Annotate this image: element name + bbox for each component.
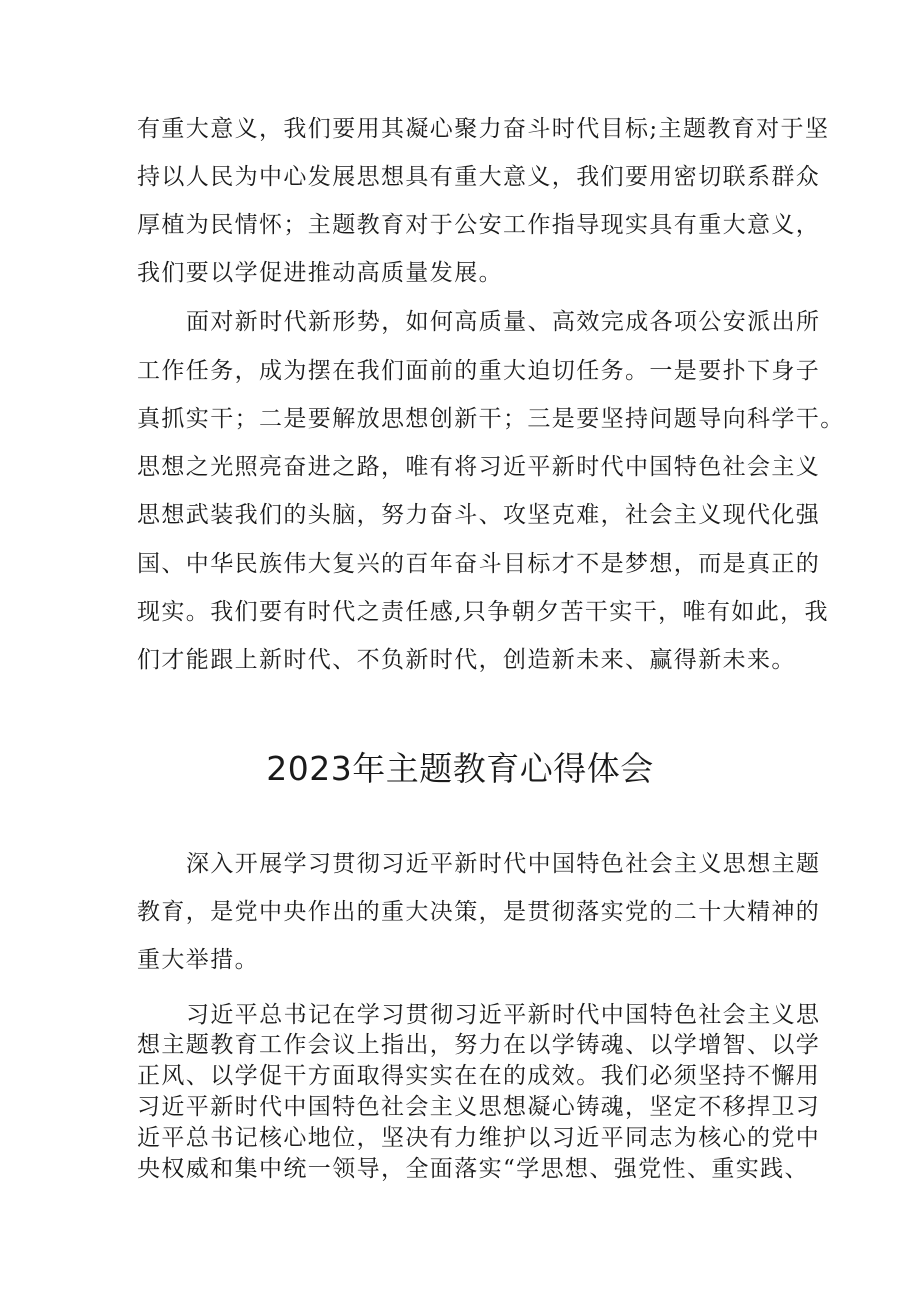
paragraph-line: 持以人民为中心发展思想具有重大意义，我们要用密切联系群众	[137, 164, 821, 190]
paragraph-line: 现实。我们要有时代之责任感,只争朝夕苦干实干，唯有如此，我	[137, 599, 829, 625]
paragraph-line: 想主题教育工作会议上指出，努力在以学铸魂、以学增智、以学	[137, 1032, 821, 1058]
paragraph-line: 深入开展学习贯彻习近平新时代中国特色社会主义思想主题	[186, 851, 821, 877]
paragraph-line: 有重大意义，我们要用其凝心聚力奋斗时代目标;主题教育对于坚	[137, 116, 830, 142]
paragraph-line: 思想之光照亮奋进之路，唯有将习近平新时代中国特色社会主义	[137, 454, 821, 480]
paragraph-line: 重大举措。	[137, 947, 259, 973]
paragraph-line: 近平总书记核心地位，坚决有力维护以习近平同志为核心的党中	[137, 1125, 821, 1151]
paragraph-line: 教育，是党中央作出的重大决策，是贯彻落实党的二十大精神的	[137, 899, 821, 925]
paragraph-line: 厚植为民情怀；主题教育对于公安工作指导现实具有重大意义，	[137, 212, 821, 238]
paragraph-line: 央权威和集中统一领导，全面落实“学思想、强党性、重实践、	[137, 1156, 809, 1182]
paragraph-line: 面对新时代新形势，如何高质量、高效完成各项公安派出所	[186, 309, 821, 335]
paragraph-line: 习近平总书记在学习贯彻习近平新时代中国特色社会主义思	[186, 1002, 821, 1028]
paragraph-line: 正风、以学促干方面取得实实在在的成效。我们必须坚持不懈用	[137, 1063, 821, 1089]
document-title: 2023年主题教育心得体会	[266, 749, 654, 788]
paragraph-line: 国、中华民族伟大复兴的百年奋斗目标才不是梦想，而是真正的	[137, 551, 821, 577]
paragraph-line: 工作任务，成为摆在我们面前的重大迫切任务。一是要扑下身子	[137, 358, 821, 384]
paragraph-line: 真抓实干；二是要解放思想创新干；三是要坚持问题导向科学干。	[137, 406, 845, 432]
paragraph-line: 我们要以学促进推动高质量发展。	[137, 260, 503, 286]
paragraph-line: 们才能跟上新时代、不负新时代，创造新未来、赢得新未来。	[137, 647, 796, 673]
paragraph-line: 习近平新时代中国特色社会主义思想凝心铸魂，坚定不移捍卫习	[137, 1094, 821, 1120]
paragraph-line: 思想武装我们的头脑，努力奋斗、攻坚克难，社会主义现代化强	[137, 502, 821, 528]
